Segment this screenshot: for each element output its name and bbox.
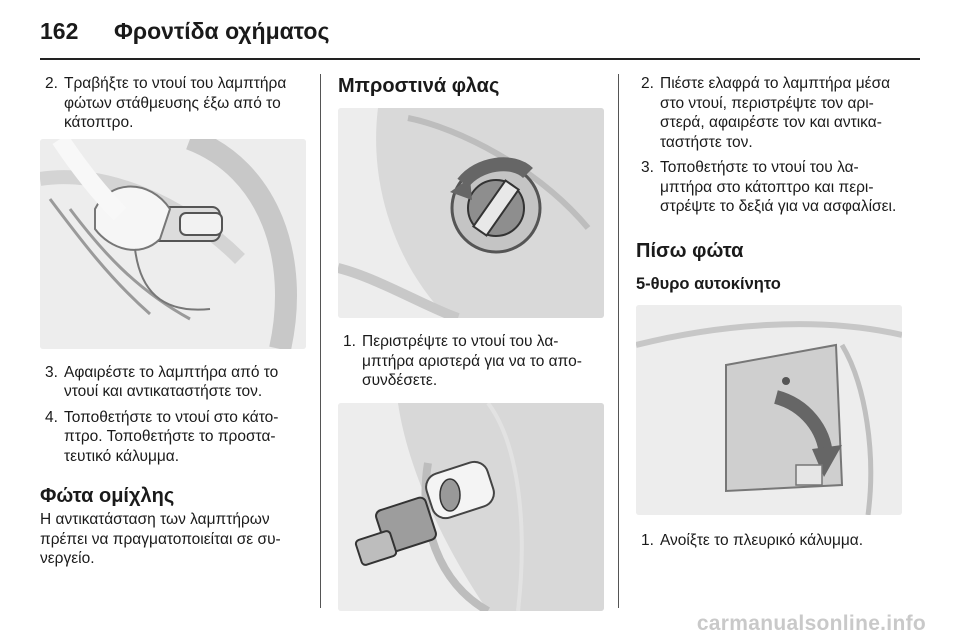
header-rule — [40, 58, 920, 60]
figure-turn-signal-bulb — [338, 403, 604, 611]
watermark: carmanualsonline.info — [696, 612, 926, 635]
step-item — [40, 408, 306, 467]
step-text: Πιέστε ελαφρά το λαμπτήρα μέσα στο ντουί, περιστρέψτε τον αρι- στερά, αφαιρέστε τον και αντικα- ταστήστε τον. — [660, 75, 891, 151]
step-list — [40, 74, 306, 133]
section-heading: Μπροστινά φλας — [338, 75, 500, 97]
section-heading: Πίσω φώτα — [636, 239, 744, 262]
step-text: Ανοίξτε το πλευρικό κάλυμμα. — [660, 531, 864, 549]
step-text: Τραβήξτε το ντουί του λαμπτήρα φώτων στάθμευσης έξω από το κάτοπτρο. — [64, 75, 287, 131]
section-heading: Φώτα ομίχλης — [40, 485, 175, 507]
step-item — [636, 74, 906, 152]
page-header — [40, 18, 920, 54]
step-item — [40, 74, 306, 133]
step-item — [636, 531, 906, 551]
step-item — [338, 332, 604, 391]
figure-rear-side-cover — [636, 305, 902, 515]
step-number: 1. — [343, 333, 356, 350]
step-item — [40, 363, 306, 402]
step-text: Τοποθετήστε το ντουί του λα- μπτήρα στο κάτοπτρο και περι- στρέψτε το δεξιά για να ασφαλίσει. — [660, 159, 897, 215]
step-text: Τοποθετήστε το ντουί στο κάτο- πτρο. Τοποθετήστε το προστα- τευτικό κάλυμμα. — [64, 408, 279, 465]
column-divider — [320, 74, 321, 608]
step-number: 2. — [45, 75, 58, 92]
page-number: 162 — [40, 18, 79, 44]
page-title: Φροντίδα οχήματος — [114, 18, 330, 44]
column-middle — [338, 74, 604, 611]
step-list — [636, 74, 906, 217]
step-list — [40, 363, 306, 467]
step-number: 3. — [641, 159, 654, 176]
figure-bulb-holder-pull — [40, 139, 306, 349]
figure-turn-signal-holder — [338, 108, 604, 318]
step-number: 3. — [45, 363, 58, 381]
sub-heading: 5-θυρο αυτοκίνητο — [636, 274, 781, 293]
step-number: 2. — [641, 75, 654, 92]
step-list — [636, 531, 906, 551]
step-text: Περιστρέψτε το ντουί του λα- μπτήρα αριστερά για να το απο- συνδέσετε. — [362, 333, 582, 389]
column-divider — [618, 74, 619, 608]
column-right — [636, 74, 906, 556]
step-item — [636, 158, 906, 217]
step-text: Αφαιρέστε το λαμπτήρα από το ντουί και αντικαταστήστε τον. — [64, 363, 279, 400]
column-left — [40, 74, 306, 569]
step-number: 1. — [641, 531, 654, 549]
section-paragraph: Η αντικατάσταση των λαμπτήρων πρέπει να πραγματοποιείται σε συ- νεργείο. — [40, 511, 281, 567]
step-number: 4. — [45, 408, 58, 426]
step-list — [338, 332, 604, 391]
